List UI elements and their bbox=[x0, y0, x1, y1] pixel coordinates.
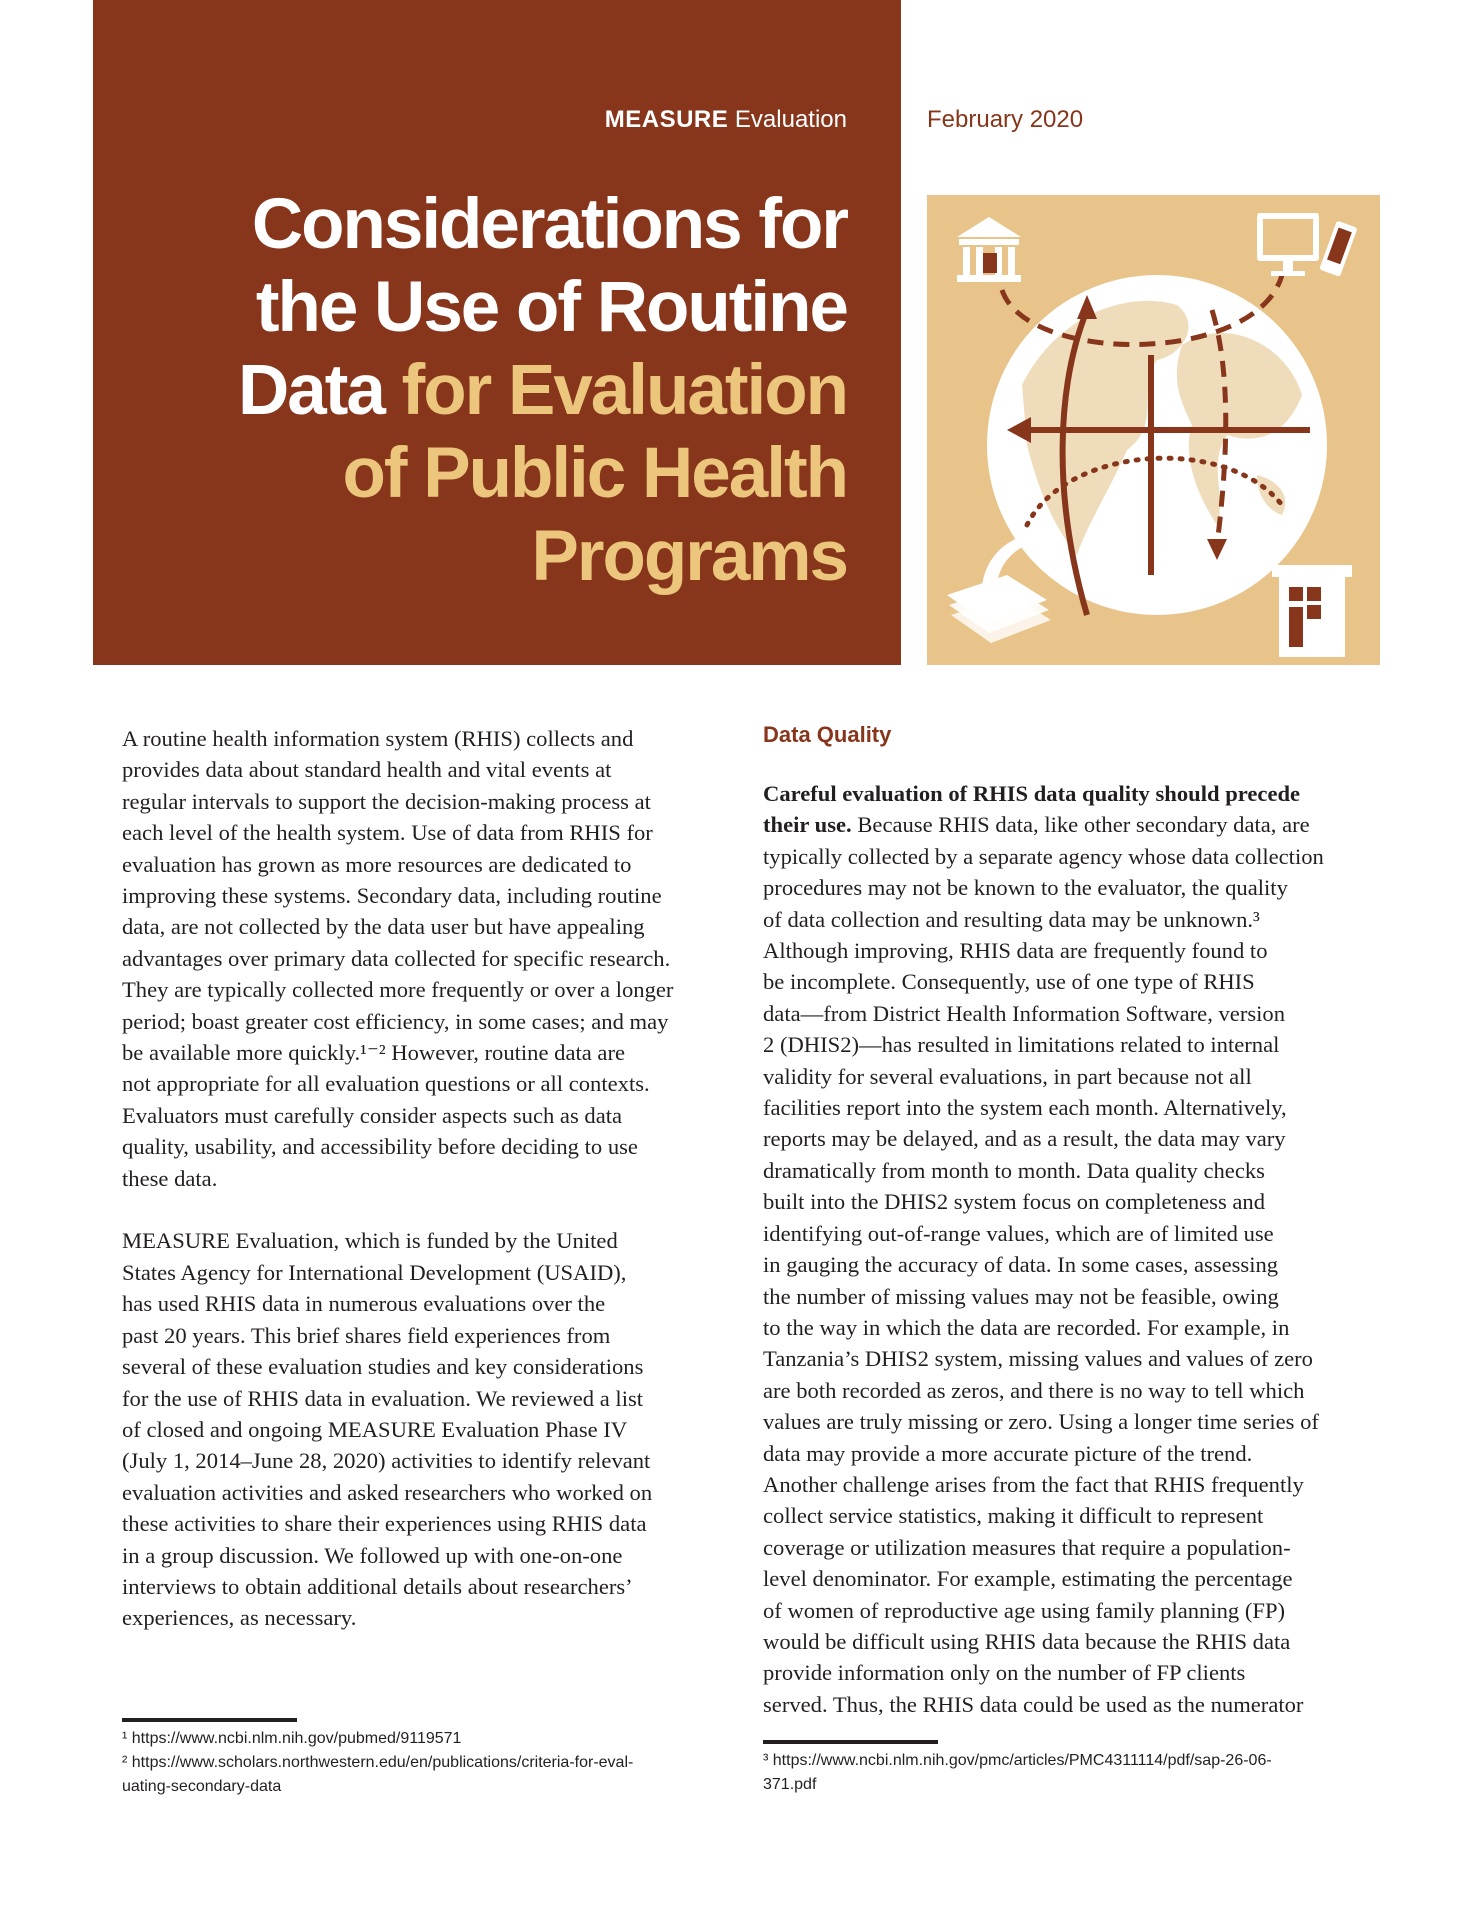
footnote-2: ² https://www.scholars.northwestern.edu/en/publications/criteria-for-eval- bbox=[122, 1754, 634, 1771]
brand-logo bbox=[605, 106, 847, 134]
footnotes-left bbox=[122, 1727, 633, 1799]
measure-paragraph bbox=[122, 1225, 722, 1633]
brand-bold: MEASURE bbox=[604, 106, 729, 133]
text-line: of women of reproductive age using family planning (FP) bbox=[763, 1597, 1286, 1623]
text-line: quality, usability, and accessibility before deciding to use bbox=[122, 1134, 638, 1160]
text-line: MEASURE Evaluation, which is funded by the United bbox=[122, 1228, 618, 1254]
text-line: of data collection and resulting data may be unknown.³ bbox=[763, 906, 1260, 932]
footnote-2-cont: uating-secondary-data bbox=[122, 1778, 282, 1795]
text-line: built into the DHIS2 system focus on completeness and bbox=[763, 1189, 1266, 1215]
intro-paragraph bbox=[122, 723, 722, 1194]
title-line-3-gold: for Evaluation bbox=[401, 351, 847, 430]
text-line: Tanzania’s DHIS2 system, missing values and values of zero bbox=[763, 1346, 1313, 1372]
institution-icon bbox=[957, 217, 1021, 282]
data-quality-column bbox=[763, 778, 1363, 1720]
text-line: are both recorded as zeros, and there is no way to tell which bbox=[763, 1377, 1305, 1403]
text-line: be incomplete. Consequently, use of one type of RHIS bbox=[763, 969, 1255, 995]
text-line: past 20 years. This brief shares field experiences from bbox=[122, 1322, 611, 1348]
text-line: States Agency for International Development (USAID), bbox=[122, 1259, 627, 1285]
text-line: period; boast greater cost efficiency, in some cases; and may bbox=[122, 1008, 669, 1034]
footnote-rule-right bbox=[763, 1740, 938, 1744]
text-line: dramatically from month to month. Data quality checks bbox=[763, 1157, 1265, 1183]
text-line: the number of missing values may not be feasible, owing bbox=[763, 1283, 1279, 1309]
text-line: evaluation activities and asked researchers who worked on bbox=[122, 1479, 653, 1505]
text-line: for the use of RHIS data in evaluation. We reviewed a list bbox=[122, 1385, 644, 1411]
text-line: identifying out-of-range values, which are of limited use bbox=[763, 1220, 1274, 1246]
text-line: data—from District Health Information Software, version bbox=[763, 1000, 1286, 1026]
text-line: evaluation has grown as more resources are dedicated to bbox=[122, 851, 632, 877]
text-line: these data. bbox=[122, 1165, 218, 1191]
text-line: validity for several evaluations, in part because not all bbox=[763, 1063, 1252, 1089]
text-line: not appropriate for all evaluation questions or all contexts. bbox=[122, 1071, 650, 1097]
footnote-1: ¹ https://www.ncbi.nlm.nih.gov/pubmed/9119571 bbox=[122, 1730, 462, 1747]
text-line: advantages over primary data collected for specific research. bbox=[122, 945, 671, 971]
text-line: facilities report into the system each month. Alternatively, bbox=[763, 1095, 1287, 1121]
title-line-5: Programs bbox=[531, 517, 847, 596]
title-line-4: of Public Health bbox=[342, 434, 847, 513]
text-line: in a group discussion. We followed up with one-on-one bbox=[122, 1542, 623, 1568]
computer-phone-icon bbox=[1257, 213, 1358, 277]
text-line: be available more quickly.¹⁻² However, routine data are bbox=[122, 1040, 626, 1066]
title-line-2: the Use of Routine bbox=[255, 268, 847, 347]
text-line: of closed and ongoing MEASURE Evaluation Phase IV bbox=[122, 1416, 628, 1442]
text-line: A routine health information system (RHIS) collects and bbox=[122, 726, 634, 751]
text-line: each level of the health system. Use of data from RHIS for bbox=[122, 820, 653, 846]
text-line: values are truly missing or zero. Using a longer time series of bbox=[763, 1409, 1319, 1435]
text-line: collect service statistics, making it difficult to represent bbox=[763, 1503, 1264, 1529]
intro-column bbox=[122, 723, 722, 1634]
text-line: interviews to obtain additional details about researchers’ bbox=[122, 1573, 633, 1599]
section-heading: Data Quality bbox=[763, 722, 892, 747]
text-line: improving these systems. Secondary data, including routine bbox=[122, 883, 662, 909]
text-line: reports may be delayed, and as a result, the data may vary bbox=[763, 1126, 1286, 1152]
text-line: procedures may not be known to the evaluator, the quality bbox=[763, 875, 1288, 901]
text-line: their use. Because RHIS data, like other secondary data, are bbox=[763, 812, 1310, 838]
text-line: data may provide a more accurate picture of the trend. bbox=[763, 1440, 1253, 1466]
text-line: has used RHIS data in numerous evaluations over the bbox=[122, 1291, 606, 1317]
text-line: Evaluators must carefully consider aspects such as data bbox=[122, 1102, 623, 1128]
text-line: (July 1, 2014–June 28, 2020) activities to identify relevant bbox=[122, 1448, 651, 1474]
text-line: these activities to share their experiences using RHIS data bbox=[122, 1511, 647, 1537]
text-line: They are typically collected more frequently or over a longer bbox=[122, 977, 674, 1003]
footnote-3: ³ https://www.ncbi.nlm.nih.gov/pmc/articles/PMC4311114/pdf/sap-26-06- bbox=[763, 1752, 1272, 1769]
footnotes-right bbox=[763, 1749, 1272, 1797]
brand-rest: Evaluation bbox=[734, 106, 847, 133]
text-line: level denominator. For example, estimating the percentage bbox=[763, 1566, 1293, 1592]
text-line: experiences, as necessary. bbox=[122, 1605, 357, 1631]
text-line: served. Thus, the RHIS data could be used as the numerator bbox=[763, 1691, 1304, 1717]
text-line: regular intervals to support the decision-making process at bbox=[122, 788, 651, 814]
text-line: provide information only on the number of FP clients bbox=[763, 1660, 1246, 1686]
text-line: coverage or utilization measures that require a population- bbox=[763, 1534, 1291, 1560]
text-line: to the way in which the data are recorded. For example, in bbox=[763, 1314, 1290, 1340]
document-title bbox=[127, 183, 847, 598]
title-line-1: Considerations for bbox=[251, 185, 847, 264]
title-line-3-white: Data bbox=[237, 351, 384, 430]
text-line: provides data about standard health and vital events at bbox=[122, 757, 612, 783]
footnote-rule-left bbox=[122, 1718, 297, 1722]
text-line: Another challenge arises from the fact that RHIS frequently bbox=[763, 1471, 1304, 1497]
text-line: 2 (DHIS2)—has resulted in limitations related to internal bbox=[763, 1032, 1280, 1058]
publication-date: February 2020 bbox=[927, 106, 1084, 133]
building-icon bbox=[1272, 565, 1352, 657]
title-banner bbox=[93, 0, 901, 665]
text-line: data, are not collected by the data user but have appealing bbox=[122, 914, 645, 940]
text-line: would be difficult using RHIS data because the RHIS data bbox=[763, 1628, 1291, 1654]
globe-illustration bbox=[927, 195, 1380, 665]
text-line: typically collected by a separate agency whose data collection bbox=[763, 843, 1324, 869]
footnote-3-cont: 371.pdf bbox=[763, 1776, 817, 1793]
text-line: Careful evaluation of RHIS data quality should precede bbox=[763, 781, 1301, 806]
documents-icon bbox=[947, 525, 1051, 643]
text-line: Although improving, RHIS data are frequently found to bbox=[763, 938, 1268, 964]
text-line: in gauging the accuracy of data. In some cases, assessing bbox=[763, 1252, 1279, 1278]
text-line: several of these evaluation studies and key considerations bbox=[122, 1354, 644, 1380]
